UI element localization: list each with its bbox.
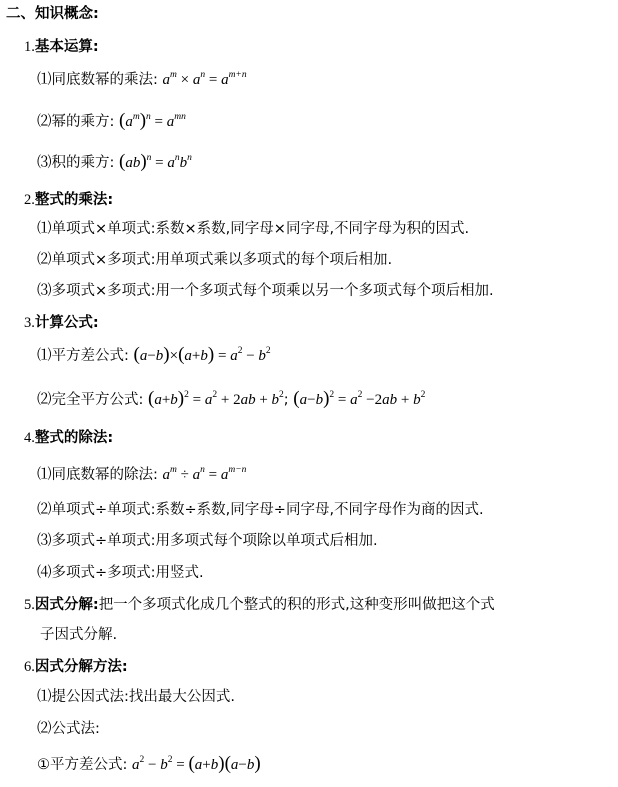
method-common-factor: ⑴提公因式法:找出最大公因式. xyxy=(37,689,235,705)
rule-label: ⑴同底数幂的除法: xyxy=(37,467,158,483)
rule-difference-of-squares xyxy=(37,346,271,366)
rule-power-of-product xyxy=(37,153,192,173)
heading-text: 整式的乘法: xyxy=(34,192,114,208)
rule-label: ①平方差公式: xyxy=(37,757,128,773)
formula-separator: ; xyxy=(283,392,289,408)
formula: $a^m \times a^n = a^{m+n}$ xyxy=(162,70,247,88)
rule-label: ⑵完全平方公式: xyxy=(37,392,144,408)
section-title: 二、知识概念: xyxy=(6,6,99,22)
formula: $(a^m)^n = a^{mn}$ xyxy=(119,110,186,131)
formula: $a^2 - b^2 = (a+b)(a-b)$ xyxy=(132,753,261,774)
heading-text: 计算公式: xyxy=(34,315,99,331)
heading-text: 基本运算: xyxy=(34,39,99,55)
rule-mono-div-mono: ⑵单项式÷单项式:系数÷系数,同字母÷同字母,不同字母作为商的因式. xyxy=(37,502,484,518)
heading-2 xyxy=(24,190,113,210)
heading-5 xyxy=(24,595,495,615)
rule-poly-div-mono: ⑶多项式÷单项式:用多项式每个项除以单项式后相加. xyxy=(37,533,378,549)
formula: $(a-b)\times(a+b) = a^2 - b^2$ xyxy=(133,344,271,365)
rule-label: ⑴同底数幂的乘法: xyxy=(37,72,158,88)
heading-3 xyxy=(24,313,99,333)
rule-perfect-square xyxy=(37,390,425,410)
rule-label: ⑵幂的乘方: xyxy=(37,114,115,130)
heading-number: 5. xyxy=(24,597,35,613)
rule-power-of-power xyxy=(37,112,186,132)
rule-product-same-base xyxy=(37,70,247,90)
rule-poly-div-poly: ⑷多项式÷多项式:用竖式. xyxy=(37,565,204,581)
formula-minus: $(a-b)^2 = a^2 -2ab + b^2$ xyxy=(293,388,426,409)
formula: $(ab)^n = a^nb^n$ xyxy=(119,151,192,172)
heading-number: 2. xyxy=(24,192,35,208)
heading-4 xyxy=(24,428,113,448)
heading-1 xyxy=(24,37,99,57)
heading-number: 6. xyxy=(24,659,35,675)
method-difference-of-squares xyxy=(37,755,261,775)
rule-quotient-same-base xyxy=(37,465,246,485)
definition-text-continued: 子因式分解. xyxy=(40,627,118,643)
rule-mono-times-mono: ⑴单项式×单项式:系数×系数,同字母×同字母,不同字母为积的因式. xyxy=(37,221,470,237)
formula: $a^m \div a^n = a^{m-n}$ xyxy=(162,465,247,483)
heading-number: 4. xyxy=(24,430,35,446)
heading-text: 因式分解: xyxy=(34,597,99,613)
heading-6 xyxy=(24,657,128,677)
heading-text: 因式分解方法: xyxy=(34,659,128,675)
method-formula: ⑵公式法: xyxy=(37,721,100,737)
rule-label: ⑶积的乘方: xyxy=(37,155,115,171)
heading-text: 整式的除法: xyxy=(34,430,114,446)
rule-mono-times-poly: ⑵单项式×多项式:用单项式乘以多项式的每个项后相加. xyxy=(37,252,393,268)
heading-number: 1. xyxy=(24,39,35,55)
formula-plus: $(a+b)^2 = a^2 + 2ab + b^2$ xyxy=(148,388,284,409)
heading-number: 3. xyxy=(24,315,35,331)
definition-text: 把一个多项式化成几个整式的积的形式,这种变形叫做把这个式 xyxy=(98,597,495,613)
rule-label: ⑴平方差公式: xyxy=(37,348,129,364)
rule-poly-times-poly: ⑶多项式×多项式:用一个多项式每个项乘以另一个多项式每个项后相加. xyxy=(37,283,494,299)
